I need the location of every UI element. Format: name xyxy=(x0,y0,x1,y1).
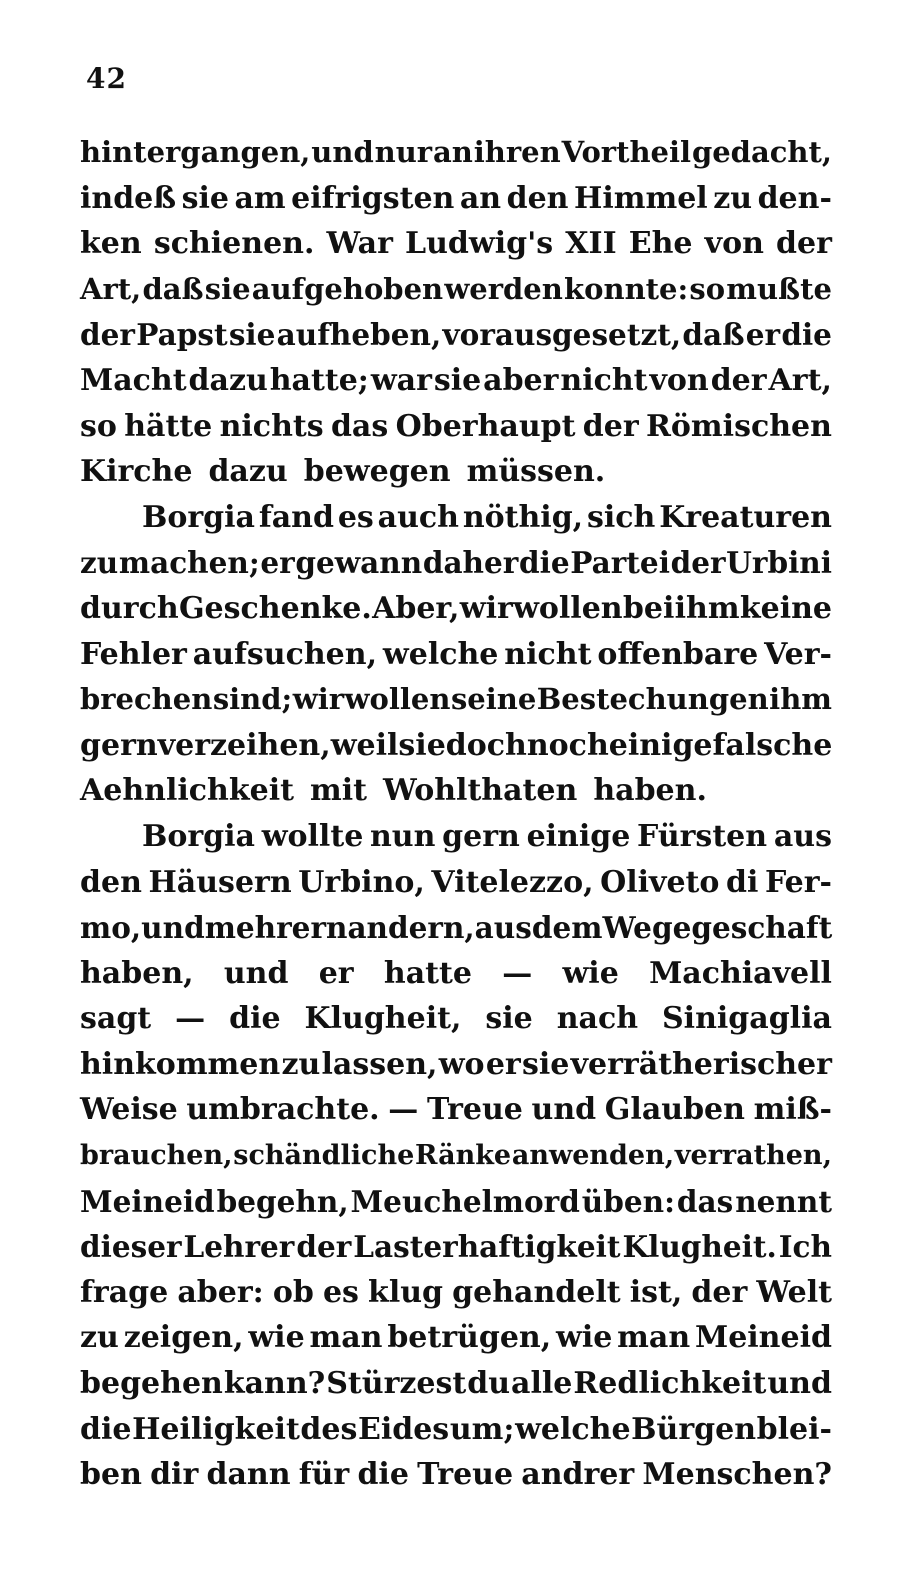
word: sie xyxy=(485,1001,533,1037)
word: Partei xyxy=(570,545,670,581)
word: Papst xyxy=(136,317,228,353)
word: Treue xyxy=(426,1092,523,1128)
word: Meuchelmord xyxy=(350,1183,580,1219)
word: Meineid xyxy=(694,1320,832,1356)
word: alle xyxy=(511,1366,573,1402)
word: wir xyxy=(459,590,513,626)
word: andern, xyxy=(347,910,475,946)
word: keine xyxy=(739,590,832,626)
word: zeigen, xyxy=(123,1320,244,1356)
word: der xyxy=(710,362,767,398)
word: Wege xyxy=(602,910,692,946)
word: Machiavell xyxy=(649,955,832,991)
word: er xyxy=(318,955,354,991)
text-line xyxy=(80,905,832,951)
word: mehrern xyxy=(204,910,348,946)
word: Redlichkeit xyxy=(573,1366,767,1402)
word: miß- xyxy=(753,1092,832,1128)
word: wollen xyxy=(344,682,451,717)
word: war xyxy=(370,362,432,398)
word: betrügen, xyxy=(387,1320,552,1356)
text-line xyxy=(80,1315,832,1361)
text-line xyxy=(80,358,832,404)
word: den- xyxy=(757,180,832,216)
word: aufsuchen, xyxy=(192,636,378,672)
word: Bürgen xyxy=(631,1411,757,1447)
word: vorausgesetzt, xyxy=(442,317,682,353)
word: Oberhaupt xyxy=(395,408,576,444)
word: hatte; xyxy=(269,362,369,398)
text-line xyxy=(80,495,832,541)
word: nichts xyxy=(219,408,324,444)
text-line xyxy=(80,1133,832,1179)
word: dem xyxy=(531,910,603,946)
word: Borgia xyxy=(142,499,255,535)
word: mit xyxy=(309,773,367,809)
word: Himmel xyxy=(573,180,708,216)
word: Fehler xyxy=(80,636,187,672)
text-line xyxy=(80,1270,832,1316)
word: Eides xyxy=(357,1411,450,1447)
word: Oliveto xyxy=(600,864,720,900)
word: dieser xyxy=(80,1229,182,1265)
word: daß xyxy=(142,271,204,306)
word: Art, xyxy=(768,362,832,398)
word: wollte xyxy=(261,818,364,854)
word: Ich xyxy=(778,1229,832,1265)
word: für xyxy=(298,1457,350,1493)
word: und xyxy=(531,1092,597,1128)
word: nach xyxy=(556,1001,639,1037)
word: aus xyxy=(773,818,832,854)
word: gehandelt xyxy=(452,1274,621,1310)
word: werden xyxy=(444,271,563,306)
word: Römischen xyxy=(645,408,832,444)
word: sie xyxy=(228,317,276,353)
text-line xyxy=(80,1224,832,1270)
word: wir xyxy=(292,682,345,717)
text-line xyxy=(80,404,832,450)
word: um; xyxy=(449,1411,515,1447)
word: verrathen, xyxy=(674,1140,832,1172)
word: sie xyxy=(181,180,229,216)
word: Bestechungen xyxy=(536,682,769,717)
text-line xyxy=(80,768,832,814)
word: Macht xyxy=(80,362,187,398)
word: begehen xyxy=(80,1366,223,1402)
text-line xyxy=(80,1407,832,1453)
word: sie xyxy=(521,1046,570,1082)
text-line xyxy=(80,951,832,997)
word: anwenden, xyxy=(511,1140,675,1172)
word: zu xyxy=(713,180,753,216)
word: fand xyxy=(258,499,334,535)
word: es xyxy=(337,499,374,535)
word: der xyxy=(582,408,639,444)
word: Welt xyxy=(756,1274,832,1310)
word: so xyxy=(689,271,726,306)
text-line xyxy=(80,267,832,313)
word: gewann xyxy=(295,545,423,581)
word: blei- xyxy=(756,1411,832,1447)
word: verzeihen, xyxy=(157,727,331,763)
word: des xyxy=(300,1411,358,1447)
text-line xyxy=(80,723,832,769)
word: zu xyxy=(80,1320,119,1356)
word: Fer- xyxy=(764,864,832,900)
word: die xyxy=(357,1457,409,1493)
text-line xyxy=(80,221,832,267)
word: nur xyxy=(374,135,433,169)
body-text xyxy=(80,130,832,1498)
word: Geschenke. xyxy=(178,590,372,626)
word: Klugheit. xyxy=(622,1229,777,1265)
word: müssen. xyxy=(466,454,606,490)
word: — xyxy=(388,1092,419,1128)
word: auch xyxy=(377,499,459,535)
word: von xyxy=(704,226,764,262)
text-line xyxy=(80,860,832,906)
text-line xyxy=(80,312,832,358)
word: Ver- xyxy=(764,636,832,672)
word: ben xyxy=(80,1457,142,1493)
word: Heiligkeit xyxy=(132,1411,300,1447)
word: er xyxy=(260,545,295,581)
word: Fürsten xyxy=(637,818,768,854)
word: umbrachte. xyxy=(186,1092,380,1128)
text-line xyxy=(80,1361,832,1407)
text-line xyxy=(80,814,832,860)
word: das xyxy=(676,1183,734,1219)
word: andrer xyxy=(521,1457,635,1493)
word: Ludwig's xyxy=(405,226,554,262)
word: Sinigaglia xyxy=(662,1001,832,1037)
word: Treue xyxy=(417,1457,514,1493)
word: er xyxy=(485,1046,521,1082)
text-line xyxy=(80,1179,832,1225)
word: schienen. xyxy=(153,226,315,262)
word: sie xyxy=(398,727,446,763)
word: das xyxy=(330,408,389,444)
word: mo, xyxy=(80,910,142,946)
word: Häusern xyxy=(148,864,292,900)
word: sich xyxy=(586,499,656,535)
word: der xyxy=(691,1274,748,1310)
word: machen; xyxy=(118,545,260,581)
word: wo xyxy=(438,1046,485,1082)
word: sie xyxy=(433,362,482,398)
word: haben. xyxy=(593,773,707,809)
word: zu xyxy=(80,545,119,581)
word: der xyxy=(670,545,726,581)
word: ihm xyxy=(769,682,832,717)
word: aufgehoben xyxy=(251,271,444,306)
word: Meineid xyxy=(80,1183,215,1219)
word: Lasterhaftigkeit xyxy=(353,1229,621,1265)
word: an xyxy=(459,180,502,216)
word: — xyxy=(175,1001,206,1037)
word: man xyxy=(617,1320,691,1356)
text-line xyxy=(80,632,832,678)
word: er xyxy=(745,317,781,353)
word: Kreaturen xyxy=(659,499,832,535)
word: aus xyxy=(474,910,532,946)
word: gern xyxy=(80,727,158,763)
word: wie xyxy=(248,1320,305,1356)
word: haben, xyxy=(80,955,194,991)
word: sind; xyxy=(212,682,293,717)
word: nennt xyxy=(735,1183,832,1219)
word: geschaft xyxy=(691,910,833,946)
text-line xyxy=(80,449,832,495)
word: gedacht, xyxy=(691,135,832,169)
word: zu xyxy=(281,1046,321,1082)
word: ihm xyxy=(674,590,740,626)
word: der xyxy=(80,317,135,353)
word: und xyxy=(767,1366,832,1402)
word: hatte xyxy=(383,955,472,991)
word: di xyxy=(726,864,759,900)
word: sagt xyxy=(80,1001,152,1037)
word: Wohlthaten xyxy=(382,773,578,809)
word: dir xyxy=(150,1457,199,1493)
word: aber: xyxy=(177,1274,264,1310)
word: hinkommen xyxy=(80,1046,281,1082)
word: die xyxy=(781,317,832,353)
word: War xyxy=(326,226,393,262)
word: ob xyxy=(272,1274,314,1310)
word: eifrigsten xyxy=(291,180,455,216)
word: noch xyxy=(526,727,609,763)
word: Borgia xyxy=(142,818,255,854)
word: so xyxy=(80,408,117,444)
word: hintergangen, xyxy=(80,135,311,169)
word: wie xyxy=(562,955,619,991)
word: nicht xyxy=(504,636,592,672)
word: Glauben xyxy=(604,1092,745,1128)
word: nöthig, xyxy=(462,499,584,535)
word: begehn, xyxy=(216,1183,349,1219)
page-number: 42 xyxy=(86,62,127,95)
word: aufheben, xyxy=(276,317,442,353)
word: schändliche xyxy=(233,1140,415,1172)
word: offenbare xyxy=(597,636,759,672)
word: doch xyxy=(445,727,527,763)
word: und xyxy=(141,910,205,946)
word: falsche xyxy=(712,727,833,763)
text-line xyxy=(80,1452,832,1498)
word: welche xyxy=(382,636,499,672)
word: von xyxy=(649,362,709,398)
word: Ränke xyxy=(415,1140,512,1172)
word: die xyxy=(229,1001,281,1037)
word: brauchen, xyxy=(80,1140,233,1172)
word: mußte xyxy=(726,271,832,306)
word: Stürzest xyxy=(326,1366,467,1402)
word: kann? xyxy=(223,1366,326,1402)
word: dann xyxy=(206,1457,291,1493)
word: daher xyxy=(422,545,519,581)
word: der xyxy=(296,1229,352,1265)
word: einige xyxy=(608,727,713,763)
word: und xyxy=(223,955,289,991)
word: Urbino, xyxy=(298,864,425,900)
word: einige xyxy=(526,818,631,854)
word: Menschen? xyxy=(642,1457,832,1493)
word: den xyxy=(80,864,142,900)
word: dazu xyxy=(208,454,288,490)
text-line xyxy=(80,130,832,176)
word: Kirche xyxy=(80,454,193,490)
word: wie xyxy=(556,1320,613,1356)
text-line xyxy=(80,677,832,723)
word: Aehnlichkeit xyxy=(80,773,294,809)
word: XII xyxy=(565,226,617,262)
word: ihren xyxy=(473,135,561,169)
word: aber xyxy=(483,362,559,398)
word: Lehrer xyxy=(183,1229,295,1265)
word: nicht xyxy=(560,362,648,398)
word: bei xyxy=(622,590,675,626)
word: der xyxy=(776,226,832,262)
word: verrätherischer xyxy=(570,1046,832,1082)
word: konnte: xyxy=(564,271,689,306)
word: hätte xyxy=(124,408,213,444)
text-line xyxy=(80,586,832,632)
word: nun xyxy=(370,818,436,854)
word: seine xyxy=(450,682,537,717)
word: ken xyxy=(80,226,142,262)
word: Aber, xyxy=(372,590,460,626)
word: den xyxy=(506,180,569,216)
word: es xyxy=(322,1274,359,1310)
text-line xyxy=(80,996,832,1042)
word: durch xyxy=(80,590,179,626)
word: weil xyxy=(330,727,399,763)
text-line xyxy=(80,176,832,222)
word: ist, xyxy=(629,1274,683,1310)
word: klug xyxy=(368,1274,444,1310)
word: bewegen xyxy=(303,454,451,490)
word: üben: xyxy=(581,1183,675,1219)
word: und xyxy=(311,135,374,169)
text-line xyxy=(80,1087,832,1133)
word: die xyxy=(518,545,570,581)
word: du xyxy=(467,1366,511,1402)
word: Klugheit, xyxy=(304,1001,462,1037)
word: am xyxy=(234,180,286,216)
word: indeß xyxy=(80,180,177,216)
word: die xyxy=(80,1411,132,1447)
word: Ehe xyxy=(628,226,693,262)
word: Vitelezzo, xyxy=(431,864,594,900)
text-line xyxy=(80,540,832,586)
word: man xyxy=(309,1320,383,1356)
word: Vortheil xyxy=(561,135,692,169)
word: frage xyxy=(80,1274,169,1310)
word: gern xyxy=(442,818,520,854)
word: sie xyxy=(204,271,251,306)
word: daß xyxy=(682,317,745,353)
word: Art, xyxy=(80,271,142,306)
word: wollen xyxy=(513,590,623,626)
word: — xyxy=(502,955,533,991)
text-line xyxy=(80,1042,832,1088)
word: Weise xyxy=(80,1092,178,1128)
word: brechen xyxy=(80,682,213,717)
word: dazu xyxy=(188,362,268,398)
word: Urbini xyxy=(726,545,832,581)
word: an xyxy=(433,135,473,169)
word: welche xyxy=(515,1411,631,1447)
word: lassen, xyxy=(321,1046,438,1082)
